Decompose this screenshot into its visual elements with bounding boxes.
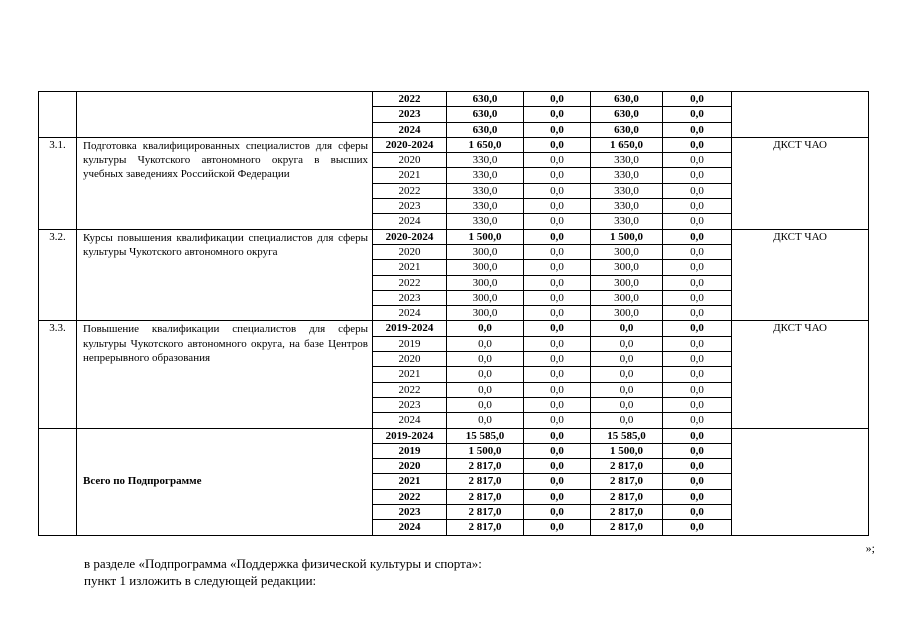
total-cell: 2 817,0 [447,505,524,520]
federal-cell: 0,0 [524,397,591,412]
total-cell: 0,0 [447,397,524,412]
total-cell: 0,0 [447,321,524,336]
item-number-cell: 3.3. [39,321,77,428]
year-cell: 2021 [373,474,447,489]
federal-cell: 0,0 [524,474,591,489]
year-cell: 2022 [373,183,447,198]
regional-cell: 630,0 [591,122,663,137]
total-cell: 1 500,0 [447,229,524,244]
item-name-cell: Повышение квалификации специалистов для сферы культуры Чукотского автономного округа, на базе Центров непрерывного образования [77,321,373,428]
federal-cell: 0,0 [524,336,591,351]
total-cell: 330,0 [447,153,524,168]
regional-cell: 2 817,0 [591,459,663,474]
regional-cell: 0,0 [591,397,663,412]
total-cell: 330,0 [447,168,524,183]
other-cell: 0,0 [663,505,732,520]
text-line-2: пункт 1 изложить в следующей редакции: [84,573,317,588]
regional-cell: 300,0 [591,275,663,290]
other-cell: 0,0 [663,244,732,259]
item-name-cell: Подготовка квалифицированных специалистов для сферы культуры Чукотского автономного округа в высших учебных заведениях Российской Федерации [77,137,373,229]
regional-cell: 1 650,0 [591,137,663,152]
budget-table [38,91,869,536]
year-cell: 2024 [373,413,447,428]
total-cell: 630,0 [447,122,524,137]
other-cell: 0,0 [663,382,732,397]
total-cell: 300,0 [447,260,524,275]
item-number-cell: 3.1. [39,137,77,229]
executor-cell: ДКСТ ЧАО [732,137,869,229]
year-cell: 2021 [373,168,447,183]
regional-cell: 0,0 [591,352,663,367]
regional-cell: 15 585,0 [591,428,663,443]
other-cell: 0,0 [663,214,732,229]
regional-cell: 300,0 [591,306,663,321]
federal-cell: 0,0 [524,321,591,336]
total-cell: 300,0 [447,290,524,305]
regional-cell: 1 500,0 [591,229,663,244]
year-cell: 2024 [373,122,447,137]
total-cell: 15 585,0 [447,428,524,443]
regional-cell: 0,0 [591,321,663,336]
regional-cell: 330,0 [591,153,663,168]
total-number-cell [39,428,77,535]
federal-cell: 0,0 [524,137,591,152]
other-cell: 0,0 [663,183,732,198]
other-cell: 0,0 [663,459,732,474]
total-cell: 2 817,0 [447,520,524,535]
regional-cell: 2 817,0 [591,474,663,489]
regional-cell: 330,0 [591,199,663,214]
total-cell: 330,0 [447,199,524,214]
other-cell: 0,0 [663,290,732,305]
total-cell: 2 817,0 [447,489,524,504]
other-cell: 0,0 [663,321,732,336]
regional-cell: 330,0 [591,183,663,198]
other-cell: 0,0 [663,122,732,137]
executor-cell: ДКСТ ЧАО [732,321,869,428]
total-cell: 330,0 [447,214,524,229]
year-cell: 2020-2024 [373,137,447,152]
regional-cell: 0,0 [591,367,663,382]
federal-cell: 0,0 [524,443,591,458]
other-cell: 0,0 [663,489,732,504]
total-cell: 0,0 [447,413,524,428]
item-number-cell [39,92,77,138]
year-cell: 2021 [373,367,447,382]
total-cell: 1 500,0 [447,443,524,458]
regional-cell: 2 817,0 [591,520,663,535]
regional-cell: 0,0 [591,336,663,351]
year-cell: 2019 [373,336,447,351]
other-cell: 0,0 [663,229,732,244]
federal-cell: 0,0 [524,153,591,168]
table-row [39,229,869,244]
regional-cell: 630,0 [591,107,663,122]
year-cell: 2020-2024 [373,229,447,244]
other-cell: 0,0 [663,137,732,152]
total-label-cell: Всего по Подпрограмме [77,428,373,535]
item-name-cell: Курсы повышения квалификации специалистов для сферы культуры Чукотского автономного округа [77,229,373,321]
year-cell: 2023 [373,505,447,520]
total-cell: 300,0 [447,306,524,321]
item-number-cell: 3.2. [39,229,77,321]
other-cell: 0,0 [663,443,732,458]
total-cell: 300,0 [447,275,524,290]
total-cell: 630,0 [447,92,524,107]
federal-cell: 0,0 [524,214,591,229]
other-cell: 0,0 [663,413,732,428]
other-cell: 0,0 [663,336,732,351]
federal-cell: 0,0 [524,428,591,443]
year-cell: 2024 [373,306,447,321]
federal-cell: 0,0 [524,520,591,535]
year-cell: 2022 [373,92,447,107]
executor-cell: ДКСТ ЧАО [732,229,869,321]
total-cell: 300,0 [447,244,524,259]
table-row [39,137,869,152]
regional-cell: 0,0 [591,382,663,397]
year-cell: 2023 [373,199,447,214]
year-cell: 2020 [373,244,447,259]
regional-cell: 2 817,0 [591,505,663,520]
other-cell: 0,0 [663,474,732,489]
other-cell: 0,0 [663,306,732,321]
text-line-1: в разделе «Подпрограмма «Поддержка физической культуры и спорта»: [84,556,482,571]
federal-cell: 0,0 [524,183,591,198]
item-name-cell [77,92,373,138]
other-cell: 0,0 [663,520,732,535]
regional-cell: 300,0 [591,290,663,305]
total-cell: 2 817,0 [447,459,524,474]
year-cell: 2022 [373,275,447,290]
federal-cell: 0,0 [524,107,591,122]
year-cell: 2020 [373,459,447,474]
other-cell: 0,0 [663,168,732,183]
total-cell: 630,0 [447,107,524,122]
other-cell: 0,0 [663,367,732,382]
other-cell: 0,0 [663,92,732,107]
federal-cell: 0,0 [524,489,591,504]
executor-cell [732,92,869,138]
federal-cell: 0,0 [524,92,591,107]
other-cell: 0,0 [663,397,732,412]
table-row [39,321,869,336]
table-row [39,428,869,443]
year-cell: 2024 [373,214,447,229]
federal-cell: 0,0 [524,367,591,382]
regional-cell: 0,0 [591,413,663,428]
federal-cell: 0,0 [524,244,591,259]
executor-cell [732,428,869,535]
year-cell: 2020 [373,352,447,367]
total-cell: 0,0 [447,382,524,397]
other-cell: 0,0 [663,260,732,275]
year-cell: 2022 [373,489,447,504]
regional-cell: 300,0 [591,244,663,259]
table-row [39,92,869,107]
closing-quote: »; [865,541,875,555]
federal-cell: 0,0 [524,199,591,214]
federal-cell: 0,0 [524,290,591,305]
regional-cell: 300,0 [591,260,663,275]
federal-cell: 0,0 [524,168,591,183]
year-cell: 2019-2024 [373,428,447,443]
federal-cell: 0,0 [524,413,591,428]
year-cell: 2019 [373,443,447,458]
total-cell: 0,0 [447,336,524,351]
federal-cell: 0,0 [524,122,591,137]
year-cell: 2023 [373,107,447,122]
regional-cell: 2 817,0 [591,489,663,504]
total-cell: 330,0 [447,183,524,198]
federal-cell: 0,0 [524,352,591,367]
regional-cell: 630,0 [591,92,663,107]
federal-cell: 0,0 [524,505,591,520]
regional-cell: 1 500,0 [591,443,663,458]
federal-cell: 0,0 [524,382,591,397]
year-cell: 2021 [373,260,447,275]
total-cell: 2 817,0 [447,474,524,489]
other-cell: 0,0 [663,275,732,290]
federal-cell: 0,0 [524,306,591,321]
other-cell: 0,0 [663,352,732,367]
year-cell: 2019-2024 [373,321,447,336]
total-cell: 0,0 [447,352,524,367]
other-cell: 0,0 [663,428,732,443]
federal-cell: 0,0 [524,459,591,474]
regional-cell: 330,0 [591,168,663,183]
other-cell: 0,0 [663,107,732,122]
year-cell: 2024 [373,520,447,535]
federal-cell: 0,0 [524,275,591,290]
year-cell: 2023 [373,290,447,305]
other-cell: 0,0 [663,199,732,214]
total-cell: 0,0 [447,367,524,382]
total-cell: 1 650,0 [447,137,524,152]
federal-cell: 0,0 [524,229,591,244]
year-cell: 2022 [373,382,447,397]
federal-cell: 0,0 [524,260,591,275]
year-cell: 2020 [373,153,447,168]
year-cell: 2023 [373,397,447,412]
regional-cell: 330,0 [591,214,663,229]
other-cell: 0,0 [663,153,732,168]
